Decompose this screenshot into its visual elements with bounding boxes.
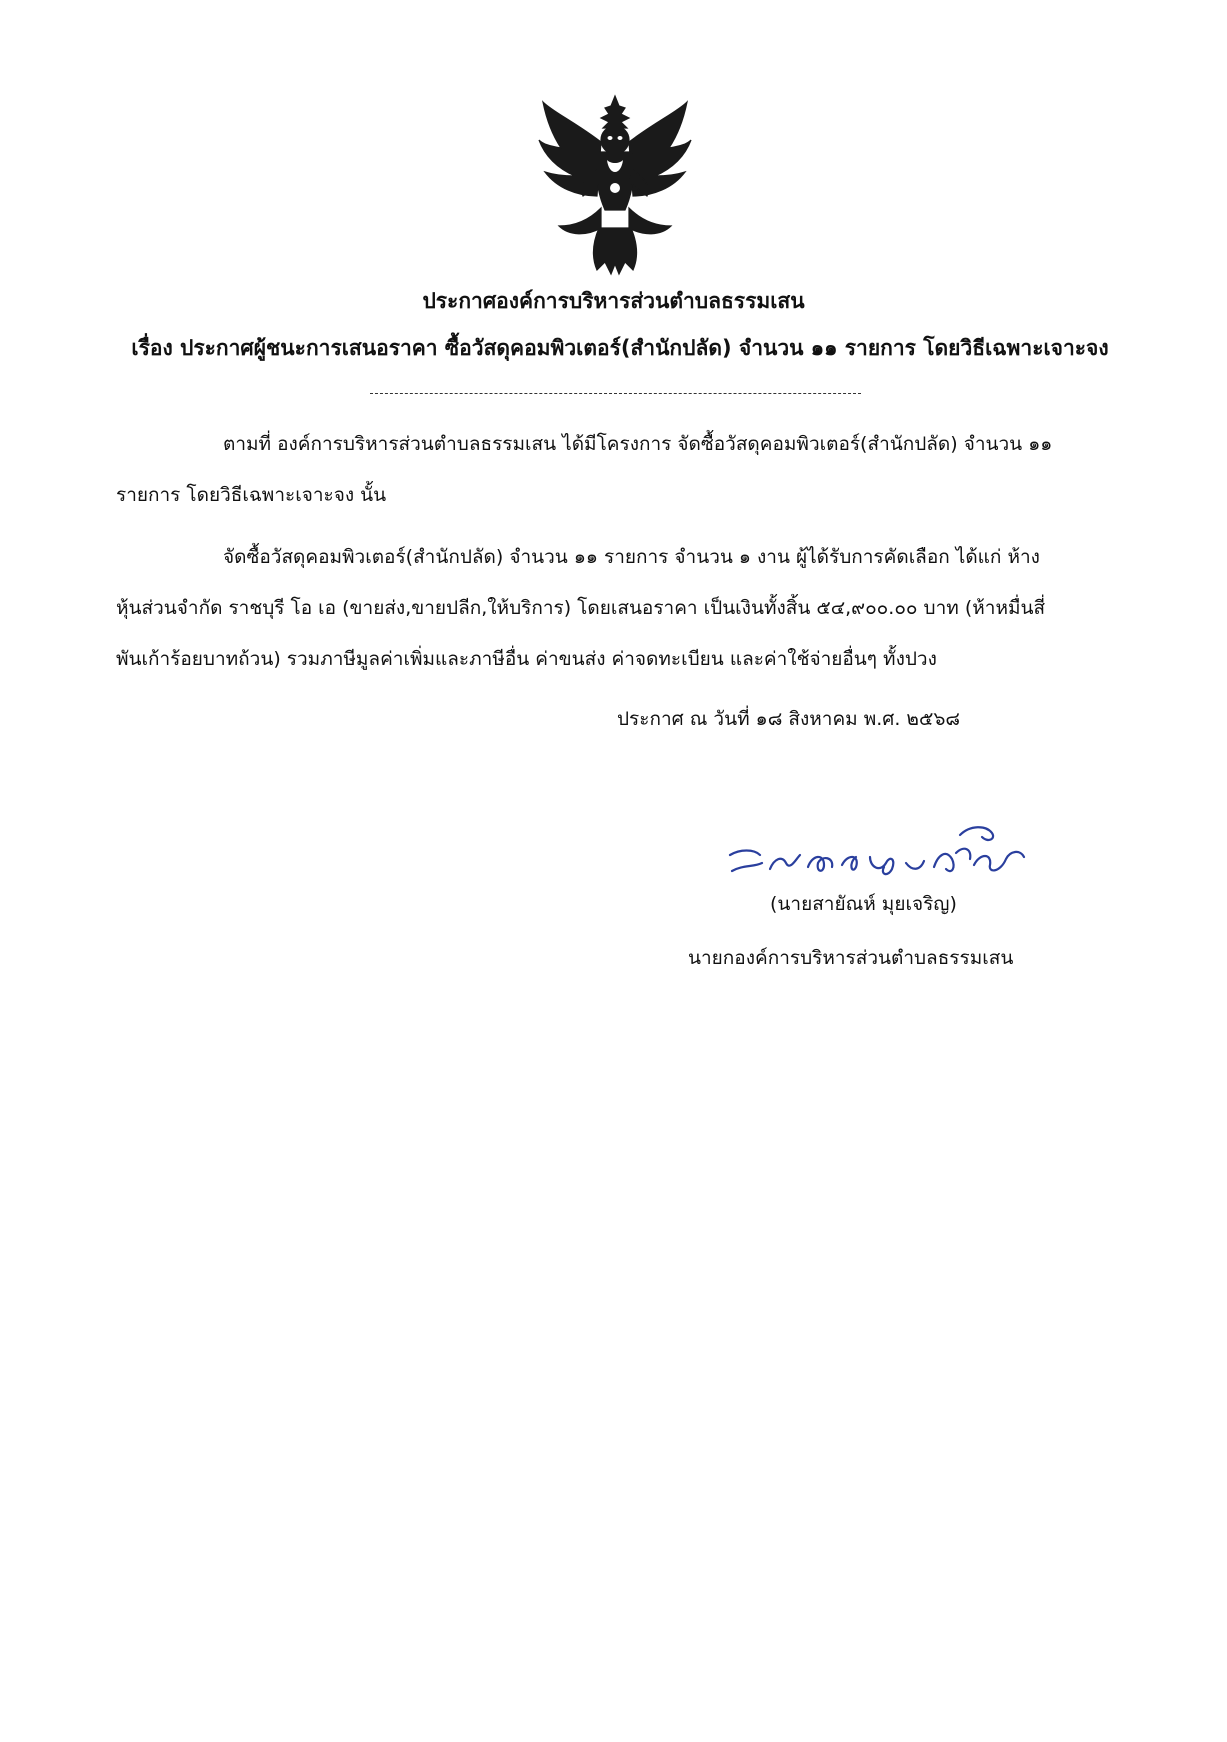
garuda-emblem-icon — [535, 92, 695, 278]
signatory-title: นายกองค์การบริหารส่วนตำบลธรรมเสน — [688, 947, 1014, 969]
paragraph-2-line-3: พันเก้าร้อยบาทถ้วน) รวมภาษีมูลค่าเพิ่มและภาษีอื่น ค่าขนส่ง ค่าจดทะเบียน และค่าใช้จ่ายอื่นๆ ทั้งปวง — [116, 648, 937, 670]
header-divider — [370, 393, 861, 394]
signatory-name: (นายสายัณห์ มุยเจริญ) — [770, 893, 957, 915]
paragraph-1-line-2: รายการ โดยวิธีเฉพาะเจาะจง นั้น — [116, 484, 387, 506]
paragraph-1-line-1: ตามที่ องค์การบริหารส่วนตำบลธรรมเสน ได้มีโครงการ จัดซื้อวัสดุคอมพิวเตอร์(สำนักปลัด) จำนวน ๑๑ — [223, 433, 1053, 455]
paragraph-2-line-1: จัดซื้อวัสดุคอมพิวเตอร์(สำนักปลัด) จำนวน ๑๑ รายการ จำนวน ๑ งาน ผู้ได้รับการคัดเลือก ได้แก่ ห้าง — [223, 546, 1040, 568]
handwritten-signature — [720, 815, 1050, 895]
document-subject: เรื่อง ประกาศผู้ชนะการเสนอราคา ซื้อวัสดุคอมพิวเตอร์(สำนักปลัด) จำนวน ๑๑ รายการ โดยวิธีเฉพาะเจาะจง — [131, 336, 1109, 360]
document-heading: ประกาศองค์การบริหารส่วนตำบลธรรมเสน — [422, 289, 805, 313]
announcement-date: ประกาศ ณ วันที่ ๑๘ สิงหาคม พ.ศ. ๒๕๖๘ — [617, 708, 961, 730]
paragraph-2-line-2: หุ้นส่วนจำกัด ราชบุรี โอ เอ (ขายส่ง,ขายปลีก,ให้บริการ) โดยเสนอราคา เป็นเงินทั้งสิ้น ๕๔,๙๐๐.๐๐ บาท (ห้าหมื่นสี่ — [116, 597, 1046, 619]
